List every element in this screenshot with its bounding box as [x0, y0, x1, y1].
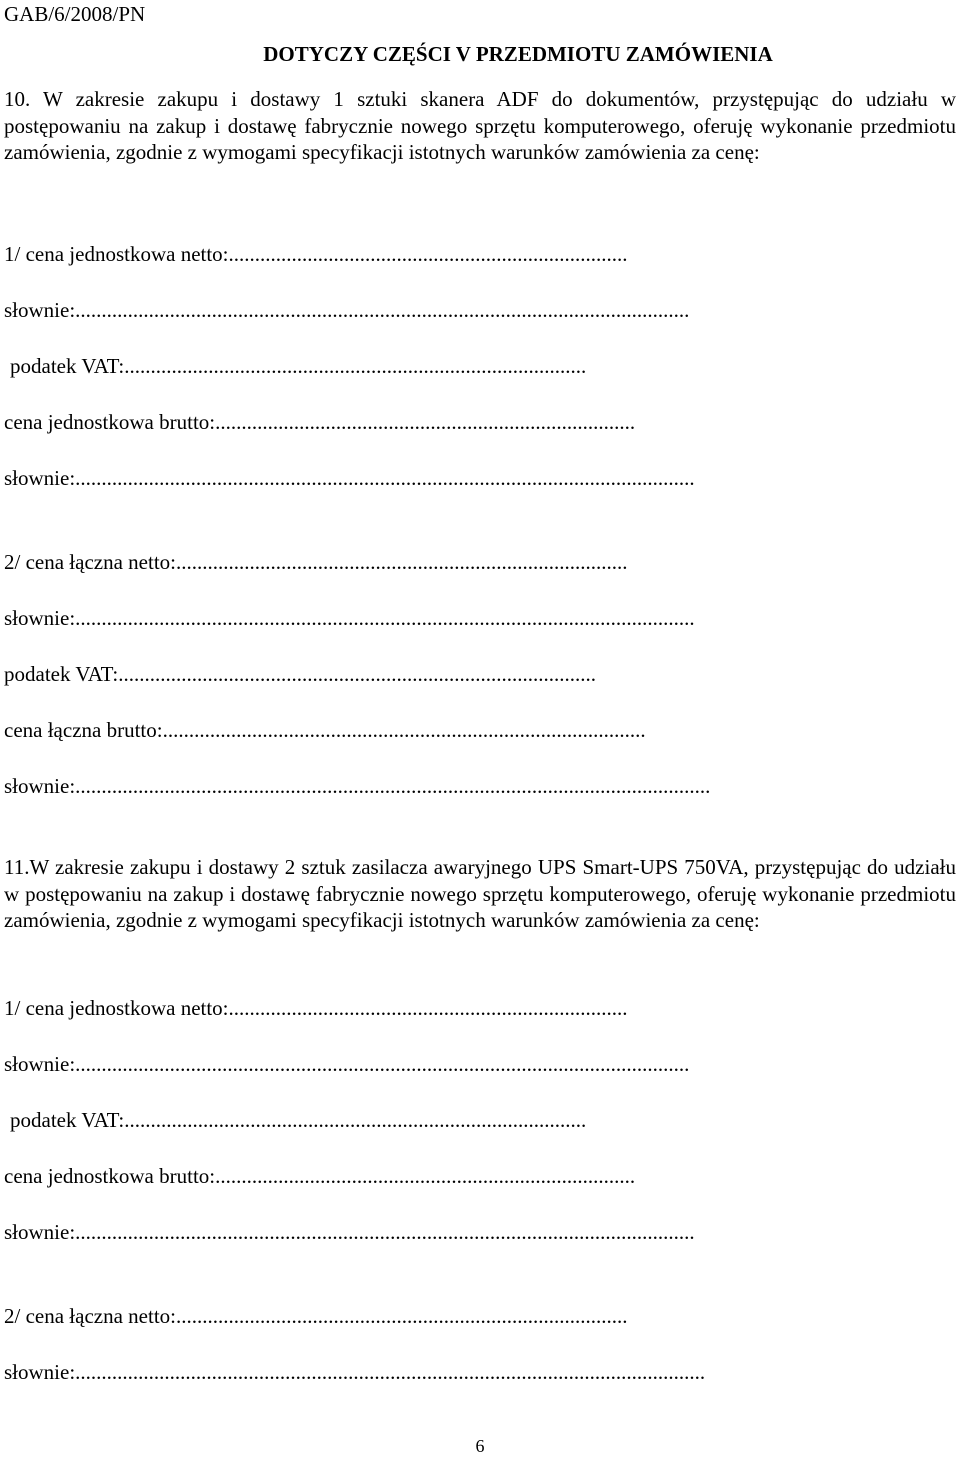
page-title: DOTYCZY CZĘŚCI V PRZEDMIOTU ZAMÓWIENIA [263, 42, 773, 66]
field-label: 2/ cena łączna netto: [4, 1304, 176, 1328]
field-label: słownie: [4, 1220, 76, 1244]
field-label: słownie: [4, 1052, 76, 1076]
field-fill: ............................................................................ [228, 996, 628, 1020]
field-label: podatek VAT: [10, 1108, 125, 1132]
field-fill: ...................................................................................... [176, 550, 628, 574]
field-label: podatek VAT: [4, 662, 119, 686]
field-fill: ........................................................................................ [124, 1108, 587, 1132]
field-label: cena jednostkowa brutto: [4, 410, 216, 434]
field-fill: ...................................................................................... [176, 1304, 628, 1328]
page-number: 6 [475, 1436, 485, 1456]
field-total-net [4, 1304, 628, 1328]
field-label: słownie: [4, 1360, 76, 1384]
field-label: cena jednostkowa brutto: [4, 1164, 216, 1188]
field-fill: ...................................................................................................................... [75, 606, 695, 630]
field-unit-net [4, 242, 628, 266]
field-label: 2/ cena łączna netto: [4, 550, 176, 574]
field-label: słownie: [4, 466, 76, 490]
field-fill: ...................................................................................................................... [75, 466, 695, 490]
section-11-text: 11.W zakresie zakupu i dostawy 2 sztuk zasilacza awaryjnego UPS Smart-UPS 750VA, przystępując do udziału w postępowaniu na zakup i dostawę fabrycznie nowego sprzętu komputerowego, oferuję wykonanie przedmiotu zamówienia, zgodnie z wymogami specyfikacji istotnych warunków zamówienia za cenę: [4, 855, 956, 932]
field-fill: ........................................................................................................................ [75, 1360, 706, 1384]
field-label: słownie: [4, 774, 76, 798]
field-label: 1/ cena jednostkowa netto: [4, 242, 229, 266]
field-words [4, 466, 695, 490]
field-words [4, 774, 710, 798]
field-fill: ................................................................................ [215, 1164, 636, 1188]
field-label: cena łączna brutto: [4, 718, 163, 742]
field-total-gross [4, 718, 646, 742]
field-words [4, 298, 689, 322]
field-vat [10, 354, 586, 378]
field-unit-gross [4, 1164, 635, 1188]
field-unit-gross [4, 410, 635, 434]
field-fill: ........................................................................................... [118, 662, 597, 686]
field-fill: ........................................................................................ [124, 354, 587, 378]
field-unit-net [4, 996, 628, 1020]
section-10-text: 10. W zakresie zakupu i dostawy 1 sztuki skanera ADF do dokumentów, przystępując do udziału w postępowaniu na zakup i dostawę fabrycznie nowego sprzętu komputerowego, oferuję wykonanie przedmiotu zamówienia, zgodnie z wymogami specyfikacji istotnych warunków zamówienia za cenę: [4, 87, 956, 164]
field-vat [4, 662, 596, 686]
doc-id: GAB/6/2008/PN [4, 2, 146, 26]
field-fill: ..................................................................................................................... [75, 1052, 690, 1076]
field-label: 1/ cena jednostkowa netto: [4, 996, 229, 1020]
field-fill: ......................................................................................................................... [75, 774, 711, 798]
field-words [4, 1360, 705, 1384]
field-label: podatek VAT: [10, 354, 125, 378]
field-words [4, 606, 695, 630]
field-fill: ...................................................................................................................... [75, 1220, 695, 1244]
field-label: słownie: [4, 298, 76, 322]
field-words [4, 1052, 689, 1076]
field-fill: ................................................................................ [215, 410, 636, 434]
field-words [4, 1220, 695, 1244]
field-fill: ..................................................................................................................... [75, 298, 690, 322]
field-fill: ............................................................................ [228, 242, 628, 266]
field-fill: ............................................................................................ [162, 718, 646, 742]
field-vat [10, 1108, 586, 1132]
field-total-net [4, 550, 628, 574]
field-label: słownie: [4, 606, 76, 630]
